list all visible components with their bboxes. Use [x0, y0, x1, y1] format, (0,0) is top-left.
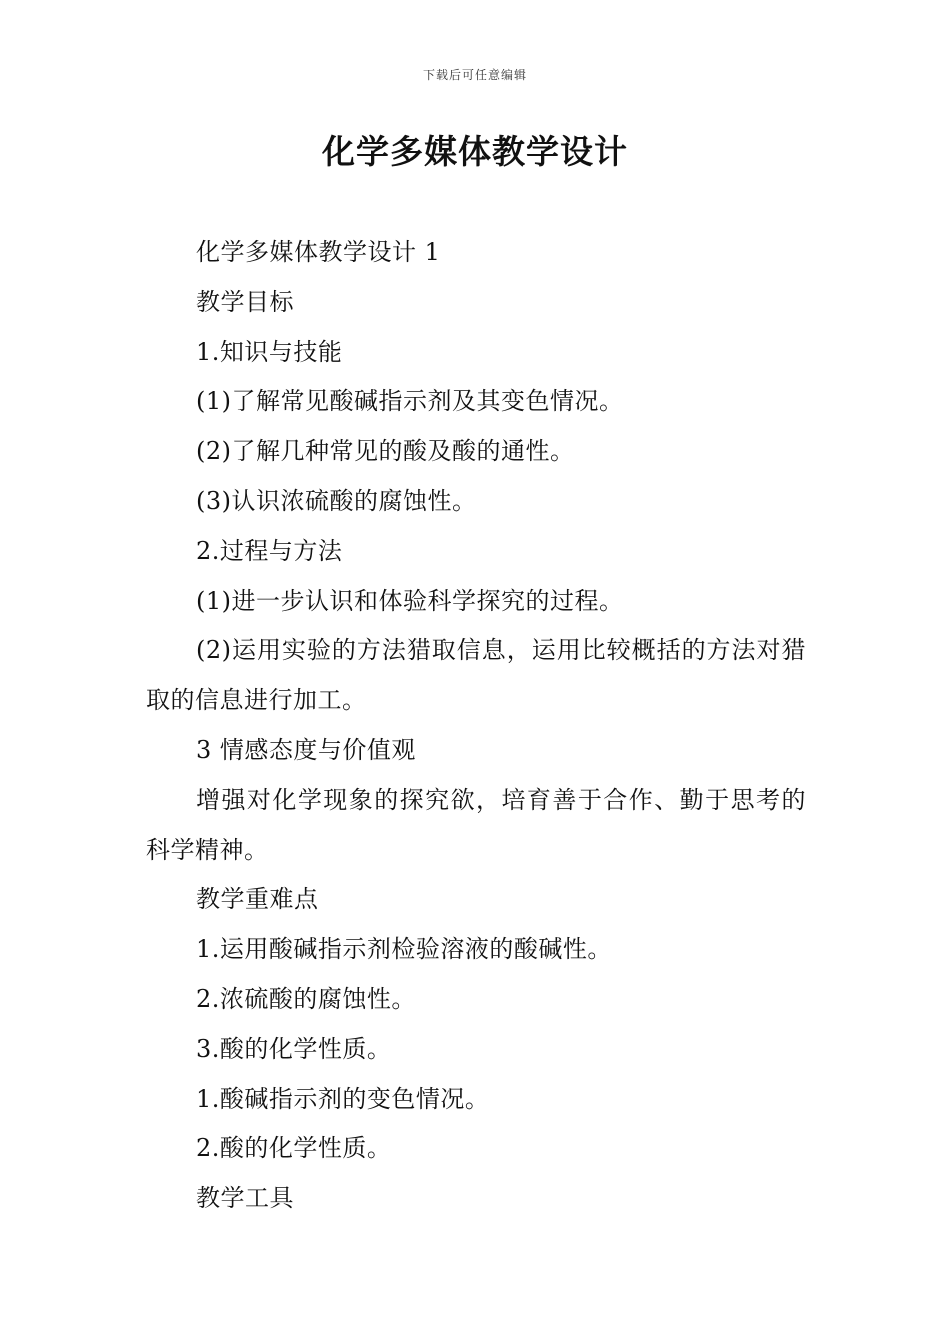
paragraph-section-heading: 化学多媒体教学设计 1 — [196, 238, 441, 266]
paragraph-goal-1-2: (2)了解几种常见的酸及酸的通性。 — [196, 437, 575, 466]
paragraph-teaching-goals: 教学目标 — [196, 287, 294, 316]
paragraph-knowledge-skills: 1.知识与技能 — [196, 337, 343, 366]
header-note: 下载后可任意编辑 — [422, 68, 527, 82]
paragraph-goal-1-1: (1)了解常见酸碱指示剂及其变色情况。 — [196, 387, 624, 416]
paragraph-key-1: 1.运用酸碱指示剂检验溶液的酸碱性。 — [196, 935, 612, 964]
paragraph-key-3: 3.酸的化学性质。 — [196, 1034, 392, 1063]
paragraph-goal-1-3: (3)认识浓硫酸的腐蚀性。 — [196, 486, 477, 515]
document-body — [146, 228, 806, 1224]
paragraph-goal-2-2: (2)运用实验的方法猎取信息，运用比较概括的方法对猎取的信息进行加工。 — [146, 636, 806, 715]
paragraph-goal-3: 增强对化学现象的探究欲，培育善于合作、勤于思考的科学精神。 — [146, 785, 806, 864]
document-title: 化学多媒体教学设计 — [322, 132, 628, 171]
paragraph-goal-2-1: (1)进一步认识和体验科学探究的过程。 — [196, 586, 624, 615]
paragraph-process-method: 2.过程与方法 — [196, 536, 343, 565]
paragraph-key-2: 2.浓硫酸的腐蚀性。 — [196, 984, 416, 1013]
paragraph-key-difficulties: 教学重难点 — [196, 885, 319, 914]
paragraph-teaching-tools: 教学工具 — [196, 1184, 294, 1213]
paragraph-difficulty-1: 1.酸碱指示剂的变色情况。 — [196, 1084, 490, 1113]
paragraph-emotion-values: 3 情感态度与价值观 — [196, 735, 416, 764]
paragraph-difficulty-2: 2.酸的化学性质。 — [196, 1134, 392, 1163]
